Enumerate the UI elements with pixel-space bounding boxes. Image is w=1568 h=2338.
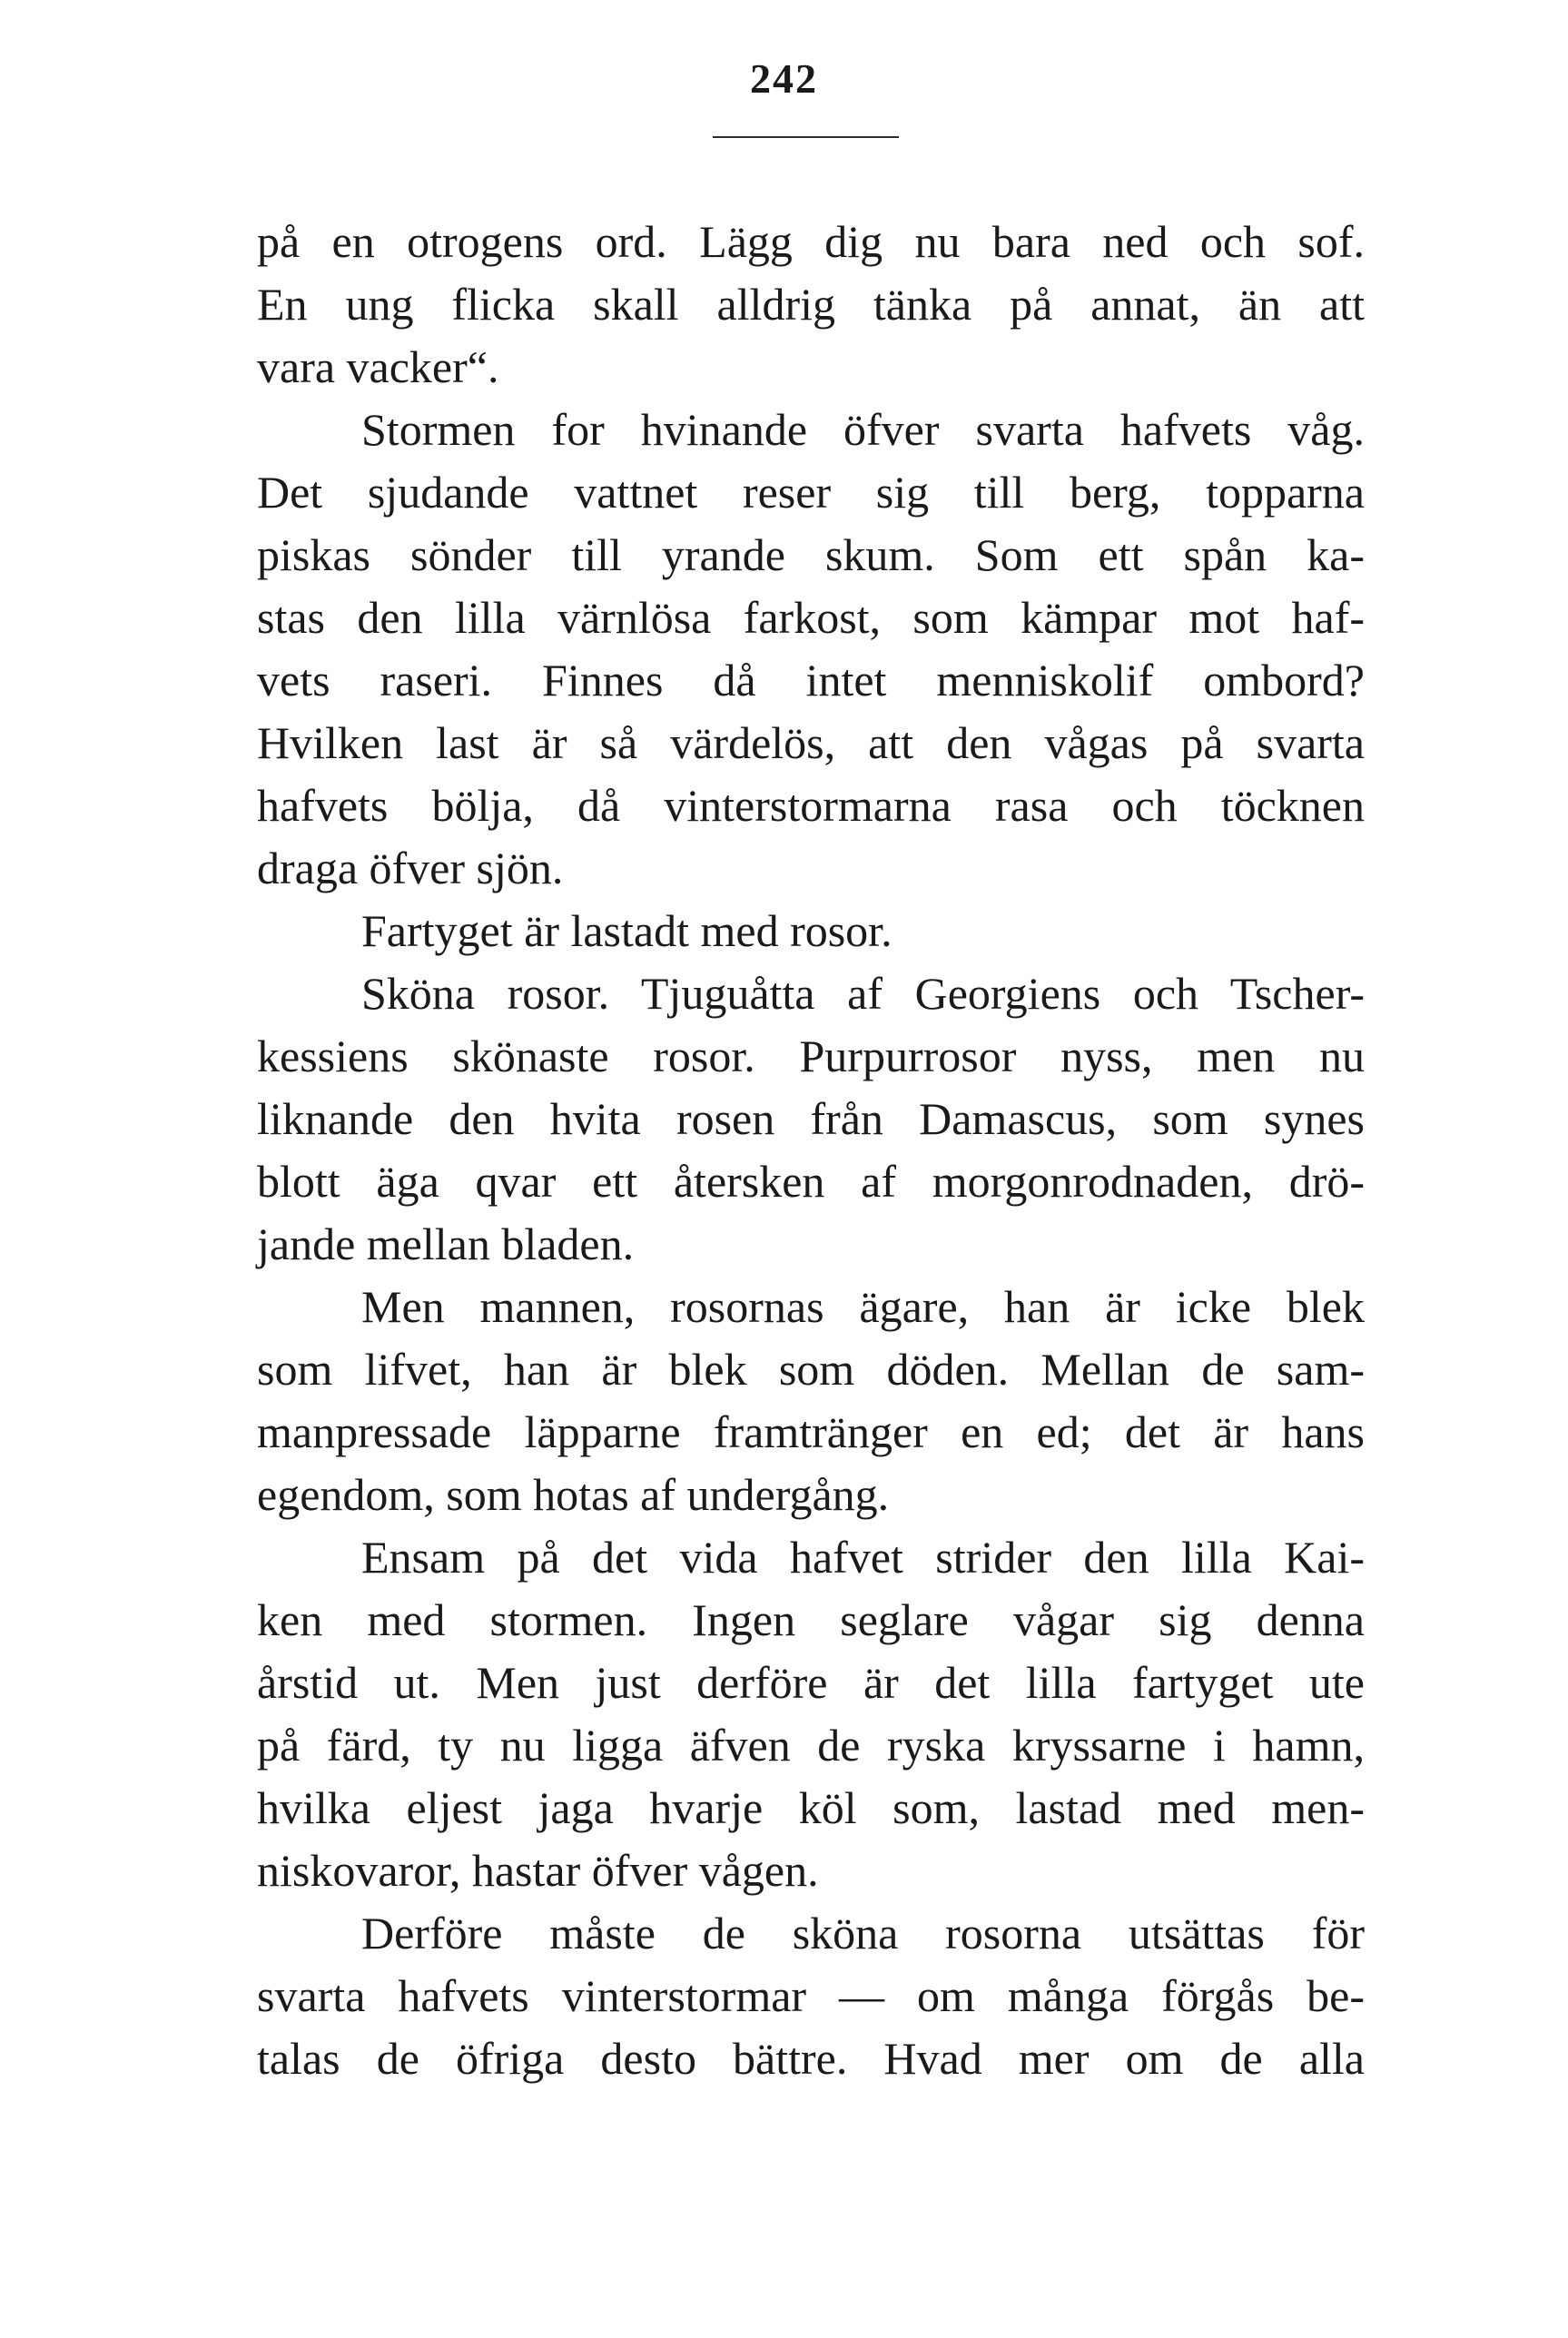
text-line: ken med stormen. Ingen seglare vågar sig denna [257,1594,1365,1645]
header-rule [713,136,899,138]
page-number: 242 [750,55,818,102]
text-line: kessiens skönaste rosor. Purpurrosor nyss, men nu [257,1031,1365,1081]
text-line: stas den lilla värnlösa farkost, som kämpar mot haf- [257,592,1365,643]
text-line: Ensam på det vida hafvet strider den lilla Kai- [361,1532,1365,1583]
body-text [257,211,1365,2090]
text-line: vara vacker“. [257,341,499,392]
text-line: som lifvet, han är blek som döden. Mellan de sam- [257,1344,1365,1395]
text-line: manpressade läpparne framtränger en ed; det är hans [257,1406,1365,1457]
text-line: jande mellan bladen. [257,1218,635,1269]
text-line: på färd, ty nu ligga äfven de ryska kryssarne i hamn, [257,1720,1365,1771]
text-line: Fartyget är lastadt med rosor. [361,905,892,956]
text-line: hvilka eljest jaga hvarje köl som, lastad med men- [257,1782,1365,1833]
text-line: årstid ut. Men just derföre är det lilla fartyget ute [257,1657,1365,1708]
text-line: Sköna rosor. Tjuguåtta af Georgiens och Tscher- [361,968,1365,1019]
text-line: Men mannen, rosornas ägare, han är icke blek [361,1281,1365,1332]
text-line: Hvilken last är så värdelös, att den vågas på svarta [257,717,1365,768]
text-line: hafvets bölja, då vinterstormarna rasa och töcknen [257,780,1365,831]
text-line: svarta hafvets vinterstormar — om många förgås be- [257,1970,1365,2021]
text-line: Derföre måste de sköna rosorna utsättas för [361,1908,1365,1958]
text-line: egendom, som hotas af undergång. [257,1469,890,1520]
text-line: blott äga qvar ett återsken af morgonrodnaden, drö- [257,1156,1365,1207]
text-line: En ung flicka skall alldrig tänka på annat, än att [257,279,1365,330]
text-line: draga öfver sjön. [257,843,564,893]
text-line: talas de öfriga desto bättre. Hvad mer om de alla [257,2033,1365,2084]
text-line: på en otrogens ord. Lägg dig nu bara ned och sof. [257,216,1365,267]
text-line: niskovaror, hastar öfver vågen. [257,1845,819,1896]
text-line: piskas sönder till yrande skum. Som ett spån ka- [257,529,1365,580]
text-line: vets raseri. Finnes då intet menniskolif ombord? [257,655,1365,705]
text-line: liknande den hvita rosen från Damascus, som synes [257,1093,1365,1144]
text-line: Stormen for hvinande öfver svarta hafvets våg. [361,404,1365,455]
text-line: Det sjudande vattnet reser sig till berg, topparna [257,467,1365,518]
